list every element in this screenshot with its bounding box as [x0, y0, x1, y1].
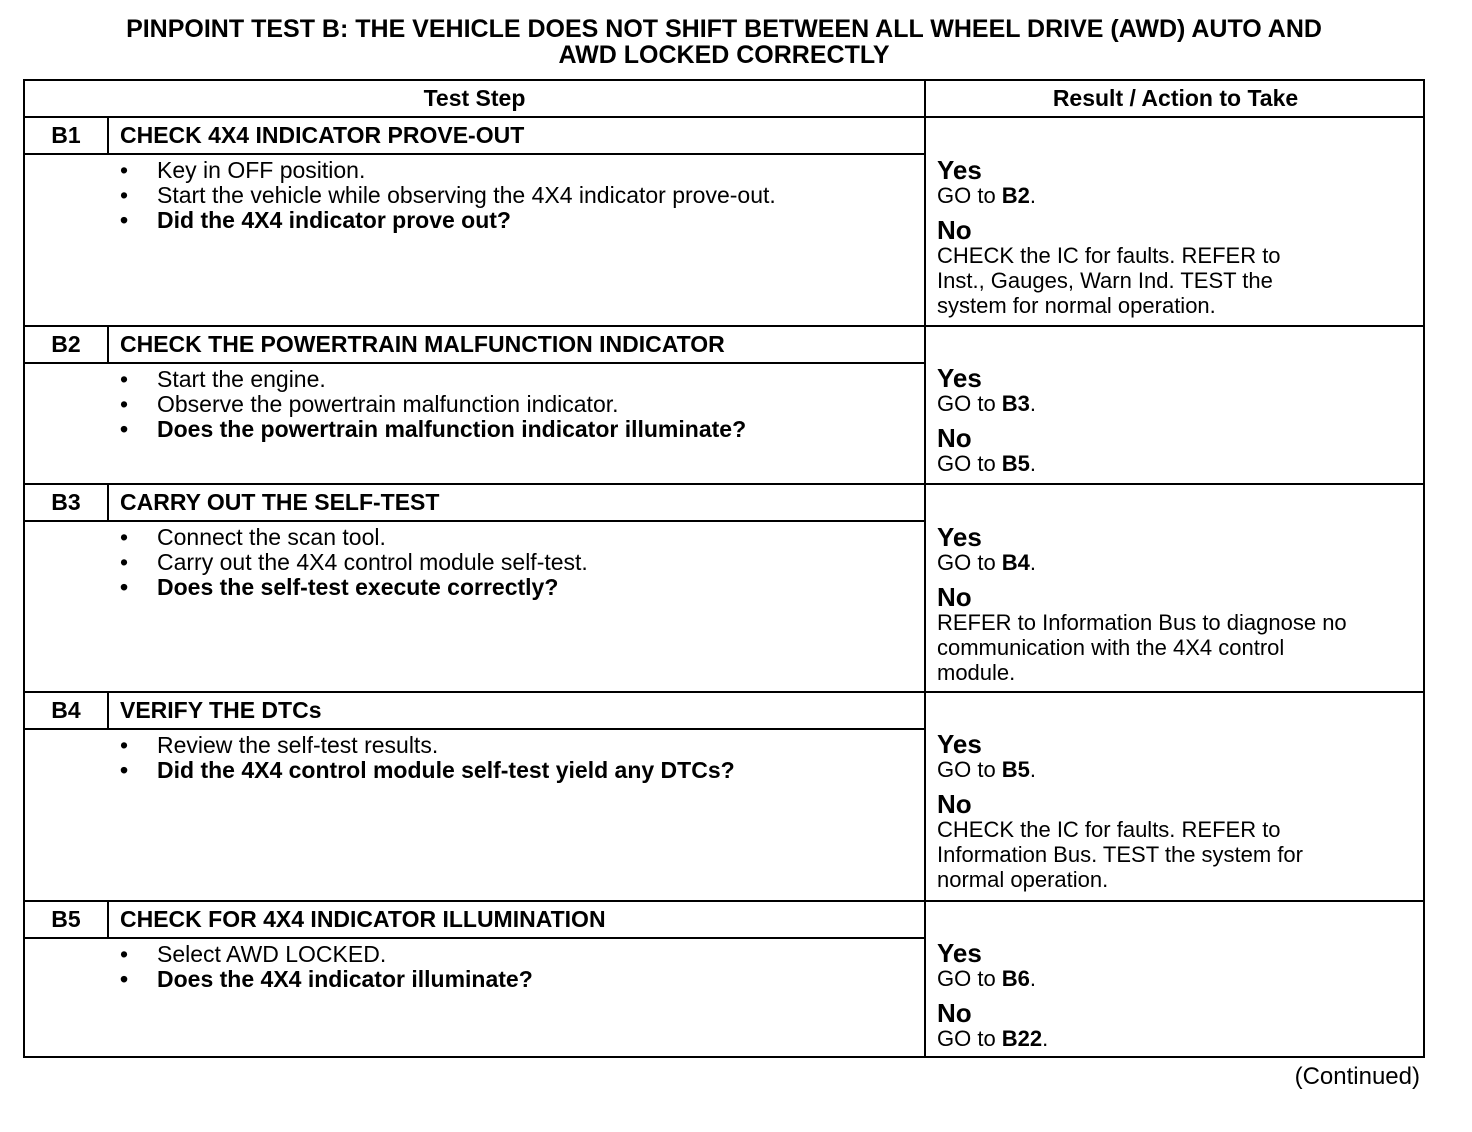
- no-label: No: [937, 789, 972, 819]
- no-label: No: [937, 423, 972, 453]
- code-divider: [107, 693, 109, 728]
- action-item: • Review the self-test results.: [117, 733, 917, 758]
- step-heading: CHECK FOR 4X4 INDICATOR ILLUMINATION: [120, 906, 606, 932]
- code-divider: [107, 485, 109, 520]
- step-question: • Does the powertrain malfunction indicator illuminate?: [117, 417, 917, 442]
- step-code: B2: [51, 331, 81, 357]
- step-actions: [117, 367, 917, 442]
- yes-action: GO to B5.: [937, 757, 1037, 782]
- no-action: REFER to Information Bus to diagnose no communication with the 4X4 control module.: [937, 610, 1347, 685]
- action-item: • Key in OFF position.: [117, 158, 917, 183]
- column-header-test-step: Test Step: [423, 85, 526, 111]
- yes-label: Yes: [937, 522, 982, 552]
- step-heading: CHECK 4X4 INDICATOR PROVE-OUT: [120, 122, 525, 148]
- yes-action: GO to B3.: [937, 391, 1037, 416]
- column-header-result: Result / Action to Take: [1052, 85, 1299, 111]
- step-actions: [117, 733, 917, 783]
- goto-step-link: B22: [1001, 1026, 1043, 1051]
- step-result: [937, 524, 1417, 685]
- code-divider: [107, 327, 109, 362]
- goto-step-link: B2: [1001, 183, 1030, 208]
- no-label: No: [937, 582, 972, 612]
- step-question: • Does the 4X4 indicator illuminate?: [117, 967, 917, 992]
- step-heading: CHECK THE POWERTRAIN MALFUNCTION INDICATOR: [120, 331, 725, 357]
- step-actions: [117, 158, 917, 233]
- step-actions: [117, 525, 917, 600]
- no-action: CHECK the IC for faults. REFER to Inst., Gauges, Warn Ind. TEST the system for normal operation.: [937, 243, 1281, 318]
- pinpoint-test-table: [23, 79, 1425, 1058]
- step-result: [937, 365, 1417, 476]
- column-divider: [924, 81, 926, 1056]
- step-heading: VERIFY THE DTCs: [120, 697, 322, 723]
- action-item: • Connect the scan tool.: [117, 525, 917, 550]
- goto-step-link: B5: [1001, 451, 1030, 476]
- step-question: • Does the self-test execute correctly?: [117, 575, 917, 600]
- goto-step-link: B5: [1001, 757, 1030, 782]
- title-line-1: PINPOINT TEST B: THE VEHICLE DOES NOT SHIFT BETWEEN ALL WHEEL DRIVE (AWD) AUTO AND: [126, 15, 1322, 43]
- yes-action: GO to B2.: [937, 183, 1037, 208]
- yes-label: Yes: [937, 363, 982, 393]
- step-question: • Did the 4X4 indicator prove out?: [117, 208, 917, 233]
- title-line-2: AWD LOCKED CORRECTLY: [558, 41, 890, 69]
- no-action: CHECK the IC for faults. REFER to Information Bus. TEST the system for normal operation.: [937, 817, 1303, 892]
- step-result: [937, 731, 1417, 892]
- step-code: B4: [51, 697, 81, 723]
- yes-label: Yes: [937, 155, 982, 185]
- goto-step-link: B6: [1001, 966, 1030, 991]
- yes-action: GO to B4.: [937, 550, 1037, 575]
- action-item: • Select AWD LOCKED.: [117, 942, 917, 967]
- heading-divider: [25, 728, 924, 730]
- step-result: [937, 940, 1417, 1051]
- step-actions: [117, 942, 917, 992]
- heading-divider: [25, 937, 924, 939]
- heading-divider: [25, 520, 924, 522]
- action-item: • Observe the powertrain malfunction indicator.: [117, 392, 917, 417]
- yes-action: GO to B6.: [937, 966, 1037, 991]
- yes-label: Yes: [937, 938, 982, 968]
- step-code: B3: [51, 489, 81, 515]
- heading-divider: [25, 153, 924, 155]
- continued-note: (Continued): [1294, 1063, 1420, 1090]
- code-divider: [107, 118, 109, 153]
- page-title: [24, 16, 1424, 68]
- no-action: GO to B5.: [937, 451, 1037, 476]
- step-result: [937, 157, 1417, 318]
- step-heading: CARRY OUT THE SELF-TEST: [120, 489, 440, 515]
- step-code: B5: [51, 906, 81, 932]
- code-divider: [107, 902, 109, 937]
- step-code: B1: [51, 122, 81, 148]
- goto-step-link: B4: [1001, 550, 1030, 575]
- goto-step-link: B3: [1001, 391, 1030, 416]
- no-label: No: [937, 215, 972, 245]
- heading-divider: [25, 362, 924, 364]
- no-label: No: [937, 998, 972, 1028]
- step-question: • Did the 4X4 control module self-test yield any DTCs?: [117, 758, 917, 783]
- action-item: • Start the engine.: [117, 367, 917, 392]
- yes-label: Yes: [937, 729, 982, 759]
- action-item: • Start the vehicle while observing the 4X4 indicator prove-out.: [117, 183, 917, 208]
- no-action: GO to B22.: [937, 1026, 1049, 1051]
- action-item: • Carry out the 4X4 control module self-test.: [117, 550, 917, 575]
